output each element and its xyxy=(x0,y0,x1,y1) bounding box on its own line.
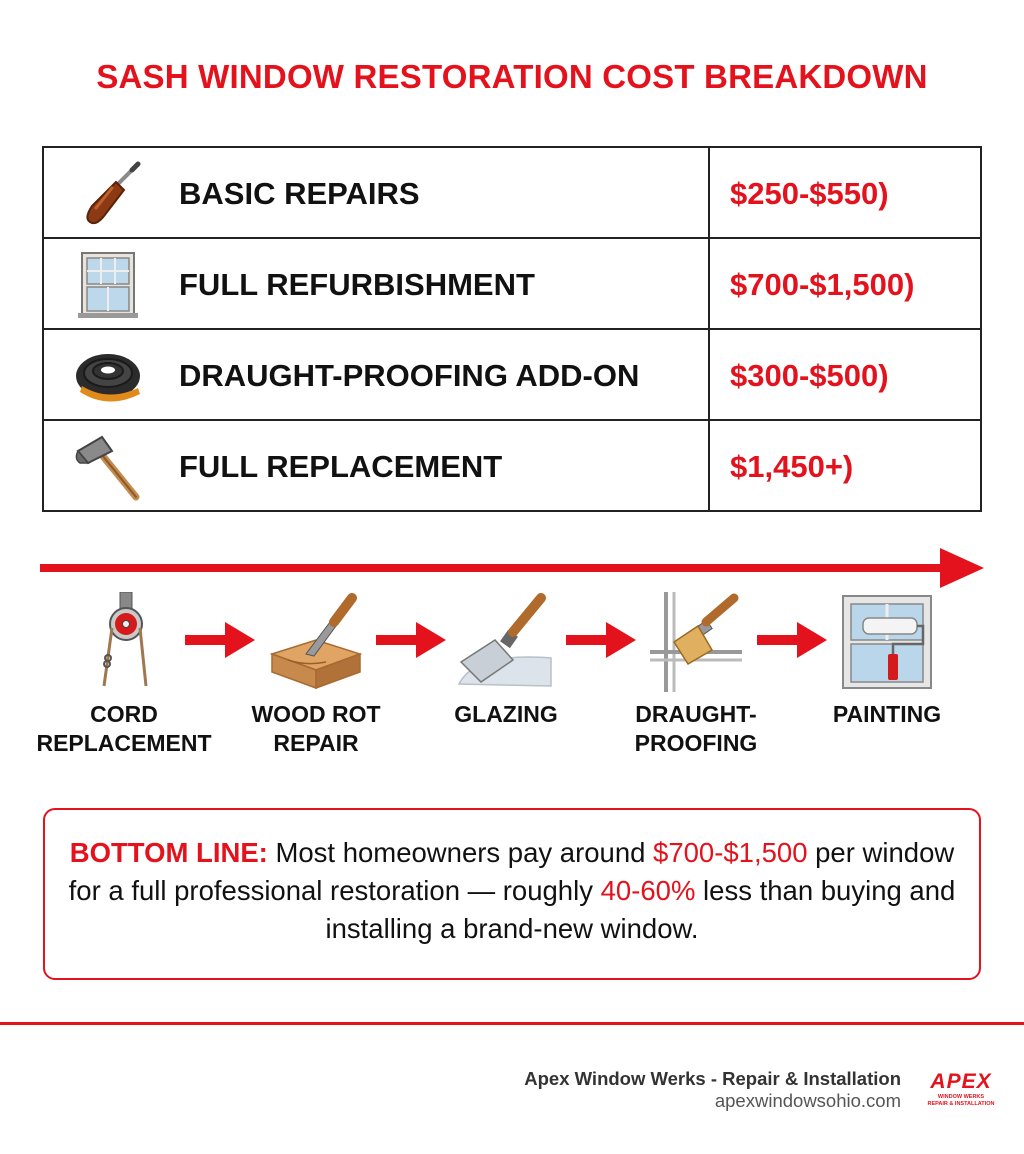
cost-row-label: FULL REFURBISHMENT xyxy=(179,267,535,302)
cost-row-label: BASIC REPAIRS xyxy=(179,176,420,211)
logo-tagline: REPAIR & INSTALLATION xyxy=(927,1101,995,1107)
process-arrow xyxy=(566,620,636,660)
chisel-wood-icon xyxy=(266,592,366,692)
bottom-line-highlight-price: $700-$1,500 xyxy=(653,837,808,868)
process-arrow xyxy=(757,620,827,660)
cost-row-label: DRAUGHT-PROOFING ADD-ON xyxy=(179,358,640,393)
sash-window-icon xyxy=(72,249,144,321)
bottom-line-segment: Most homeowners pay around xyxy=(267,837,654,868)
brush-frame-icon xyxy=(646,592,746,692)
page-title: SASH WINDOW RESTORATION COST BREAKDOWN xyxy=(96,58,928,95)
bottom-line-text xyxy=(65,834,959,948)
timeline-arrow xyxy=(40,545,984,591)
bottom-line-segment: per window for a full professional restoration — roughly xyxy=(68,837,955,906)
step-label-cord-replacement: CORD REPLACEMENT xyxy=(36,701,212,756)
bottom-line-highlight-percent: 40-60% xyxy=(600,875,696,906)
screwdriver-icon xyxy=(72,158,144,230)
cost-row-label: FULL REPLACEMENT xyxy=(179,449,503,484)
cost-row-price: $250-$550) xyxy=(730,176,889,211)
cost-row-full-replacement xyxy=(44,421,980,512)
bottom-line-lead: BOTTOM LINE: xyxy=(69,837,268,868)
footer-website-link[interactable]: apexwindowsohio.com xyxy=(714,1090,901,1111)
footer-divider xyxy=(0,1022,1024,1025)
footer-company-name: Apex Window Werks - Repair & Installation xyxy=(524,1068,901,1089)
weatherstrip-roll-icon xyxy=(72,340,144,412)
step-label-wood-rot-repair: WOOD ROT REPAIR xyxy=(251,701,381,756)
putty-knife-icon xyxy=(455,592,555,692)
cost-row-price: $300-$500) xyxy=(730,358,889,393)
step-label-draught-proofing: DRAUGHT- PROOFING xyxy=(634,701,758,756)
cost-row-full-refurbishment xyxy=(44,239,980,330)
paint-roller-window-icon xyxy=(837,592,937,692)
process-arrow xyxy=(376,620,446,660)
cost-row-draught-proofing xyxy=(44,330,980,421)
bottom-line-segment: less than buying and installing a brand-new window. xyxy=(325,875,956,944)
cost-row-price: $1,450+) xyxy=(730,449,854,484)
logo-wordmark: APEX xyxy=(930,1070,992,1093)
cost-row-price: $700-$1,500) xyxy=(730,267,915,302)
process-arrow xyxy=(185,620,255,660)
cost-table xyxy=(42,146,982,512)
step-label-painting: PAINTING xyxy=(832,701,942,727)
logo-subtitle: WINDOW WERKS xyxy=(937,1094,985,1100)
bottom-line-box xyxy=(43,808,981,980)
hammer-icon xyxy=(72,431,144,503)
step-label-glazing: GLAZING xyxy=(454,701,558,727)
company-logo xyxy=(918,1070,1004,1110)
cost-row-basic-repairs xyxy=(44,148,980,239)
pulley-cord-icon xyxy=(80,592,180,692)
